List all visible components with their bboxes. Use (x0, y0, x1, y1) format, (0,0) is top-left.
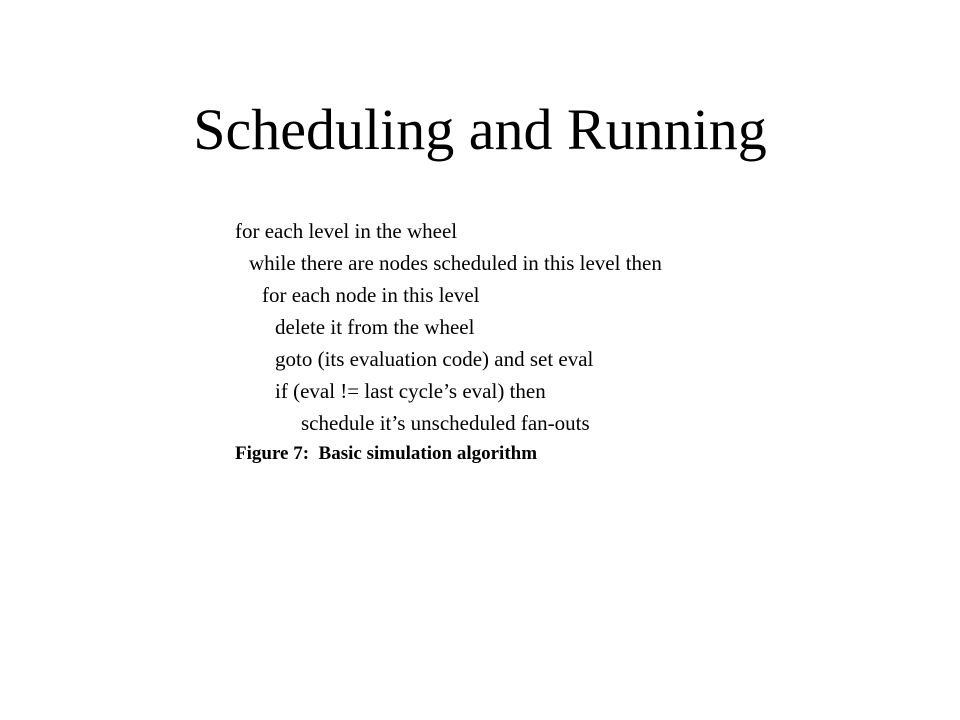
code-line-7: schedule it’s unscheduled fan-outs (301, 411, 590, 435)
code-line-1: for each level in the wheel (235, 219, 458, 243)
slide-title: Scheduling and Running (193, 97, 767, 162)
code-line-4: delete it from the wheel (275, 315, 475, 339)
figure-caption: Figure 7: Basic simulation algorithm (235, 443, 538, 464)
code-line-6: if (eval != last cycle’s eval) then (275, 379, 546, 403)
code-line-3: for each node in this level (262, 283, 480, 307)
code-line-5: goto (its evaluation code) and set eval (275, 347, 594, 371)
algorithm-pseudocode (235, 215, 662, 469)
code-line-2: while there are nodes scheduled in this level then (249, 251, 662, 275)
